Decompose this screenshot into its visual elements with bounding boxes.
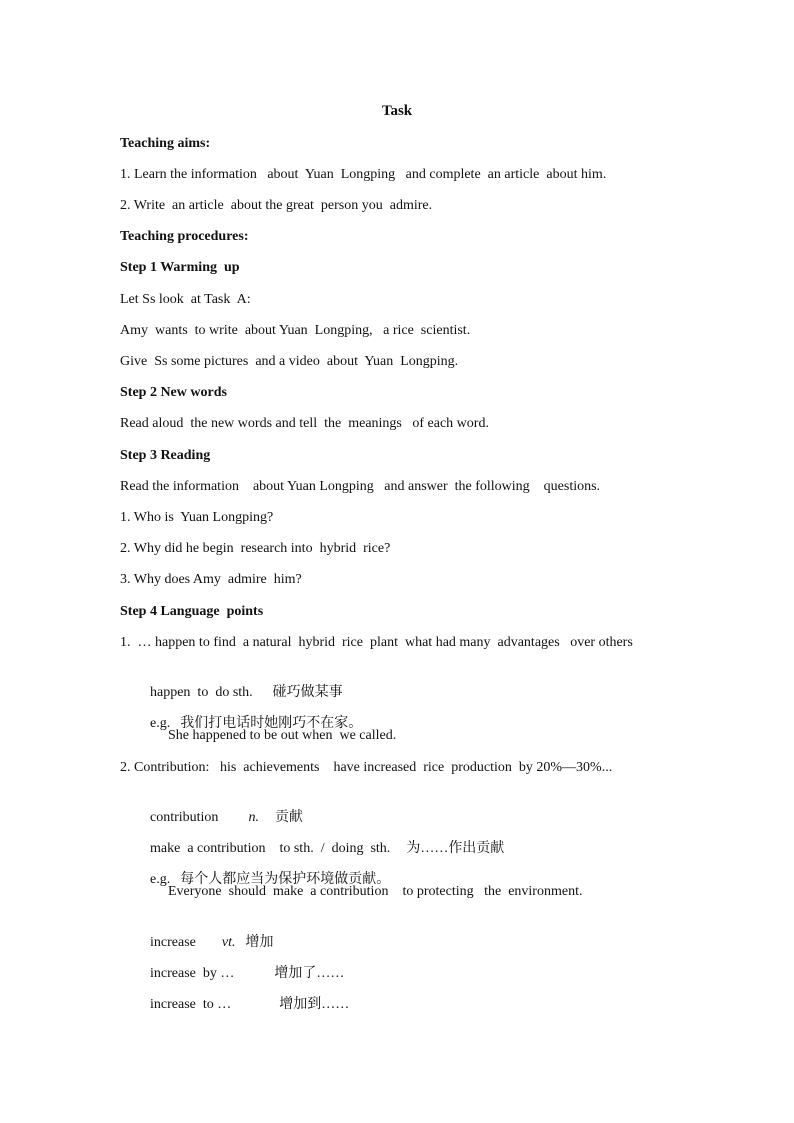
procedures-heading: Teaching procedures: [120, 229, 249, 244]
step3-heading: Step 3 Reading [120, 448, 211, 463]
make-contribution-cn-suffix: 作出贡献 [448, 840, 505, 856]
contribution-pos: n. [248, 810, 259, 825]
step3-line-1: Read the information about Yuan Longping and answer the following questions. [120, 479, 601, 494]
increase-pos: vt. [221, 935, 236, 950]
point2-eg-cn: 每个人都应当为保护环境做贡献。 [180, 871, 391, 887]
point2-eg-en: Everyone should make a contribution to protecting the environment. [168, 884, 583, 899]
teaching-aims-heading: Teaching aims: [120, 136, 211, 151]
step3-question-2: 2. Why did he begin research into hybrid rice? [120, 541, 391, 556]
make-contribution-phrase: make a contribution to sth. / doing sth. [150, 841, 391, 856]
increase-to-en: increase to … [150, 997, 232, 1012]
increase-to-dots: …… [321, 997, 350, 1012]
increase-to-cn: 增加到 [279, 996, 322, 1012]
step2-line-1: Read aloud the new words and tell the meanings of each word. [120, 416, 489, 431]
aim-1: 1. Learn the information about Yuan Longping and complete an article about him. [120, 167, 607, 182]
increase-cn: 增加 [245, 934, 274, 950]
step1-heading: Step 1 Warming up [120, 260, 240, 275]
point2-line: 2. Contribution: his achievements have increased rice production by 20%—30%... [120, 760, 613, 775]
increase-to [136, 977, 349, 1032]
increase-word-en: increase [150, 935, 196, 950]
point1-line: 1. … happen to find a natural hybrid rice plant what had many advantages over others [120, 635, 633, 650]
page-title: Task [381, 103, 413, 119]
step3-question-3: 3. Why does Amy admire him? [120, 572, 302, 587]
point1-eg-cn: 我们打电话时她刚巧不在家。 [180, 715, 363, 731]
contribution-word: contribution [150, 810, 219, 825]
increase-by-dots: …… [316, 966, 345, 981]
step1-line-3: Give Ss some pictures and a video about Yuan Longping. [120, 354, 459, 369]
increase-by-cn: 增加了 [274, 965, 317, 981]
make-contribution-dots: …… [420, 841, 449, 856]
step4-heading: Step 4 Language points [120, 604, 264, 619]
step2-heading: Step 2 New words [120, 385, 227, 400]
aim-2: 2. Write an article about the great person you admire. [120, 198, 433, 213]
step1-line-2: Amy wants to write about Yuan Longping, a rice scientist. [120, 323, 471, 338]
step1-line-1: Let Ss look at Task A: [120, 292, 251, 307]
point1-eg-en: She happened to be out when we called. [168, 728, 397, 743]
make-contribution-cn-prefix: 为 [406, 840, 421, 856]
point1-phrase-en: happen to do sth. [150, 685, 253, 700]
increase-by-en: increase by … [150, 966, 235, 981]
point2-eg-label: e.g. [150, 872, 171, 887]
contribution-cn: 贡献 [274, 809, 303, 825]
point1-eg-label: e.g. [150, 716, 171, 731]
point1-phrase-cn: 碰巧做某事 [272, 684, 343, 700]
step3-question-1: 1. Who is Yuan Longping? [120, 510, 274, 525]
